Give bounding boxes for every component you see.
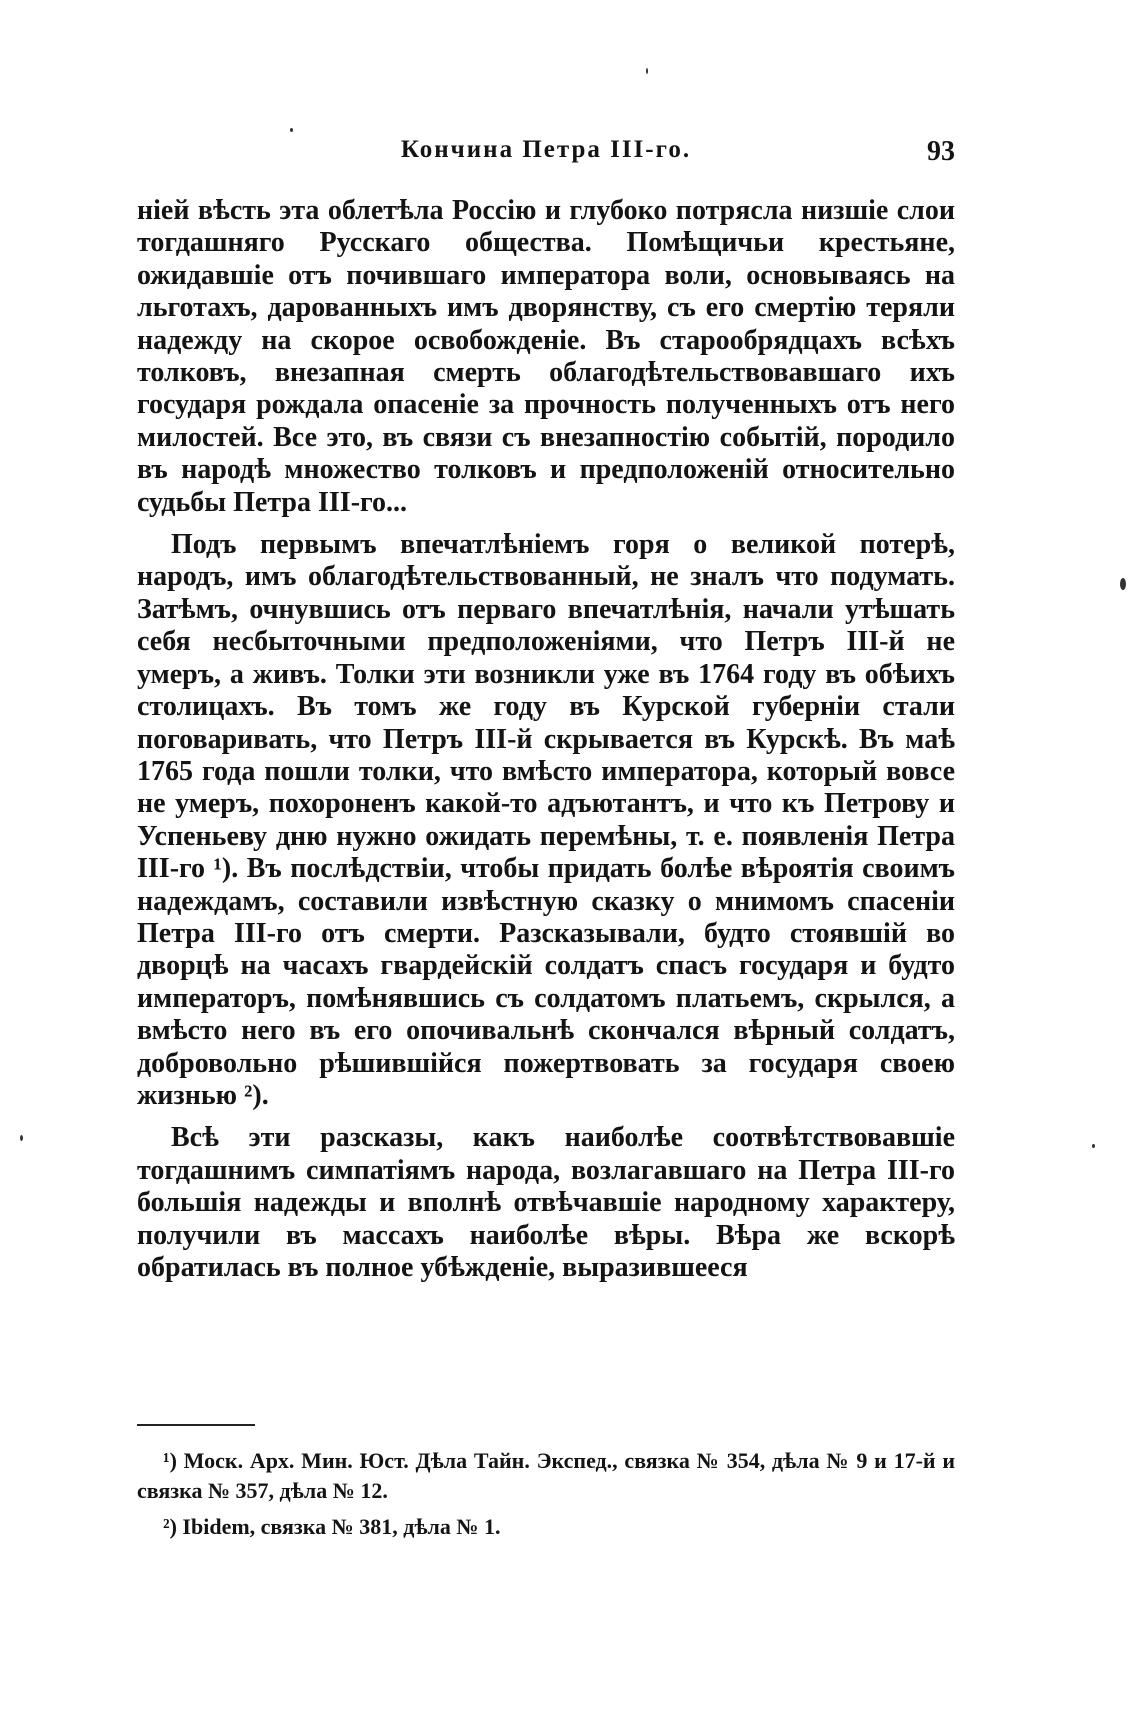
paragraph-1: ніей вѣсть эта облетѣла Россію и глубоко потрясла низшіе слои тогдашняго Русскаго общества. Помѣщичьи крестьяне, ожидавшіе отъ почившаго императора воли, основываясь на льготахъ, дарованныхъ имъ дворянству, съ его смертію теряли надежду на скорое освобожденіе. Въ старообрядцахъ всѣхъ толковъ, внезапная смерть облагодѣтельствовавшаго ихъ государя рождала опасеніе за прочность полученныхъ отъ него милостей. Все это, въ связи съ внезапностію событій, породило въ народѣ множество толковъ и предположеній относительно судьбы Петра III-го...	[137, 195, 955, 518]
footnotes	[137, 1446, 955, 1542]
footnote-divider	[137, 1424, 255, 1426]
footnote-1: ¹) Моск. Арх. Мин. Юст. Дѣла Тайн. Экспед., связка № 354, дѣла № 9 и 17-й и связка № 357, дѣла № 12.	[137, 1448, 955, 1503]
paragraph-3: Всѣ эти разсказы, какъ наиболѣе соотвѣтствовавшіе тогдашнимъ симпатіямъ народа, возлагавшаго на Петра III-го большія надежды и вполнѣ отвѣчавшіе народному характеру, получили въ массахъ наиболѣе вѣры. Вѣра же вскорѣ обратилась въ полное убѣжденіе, выразившееся	[137, 1122, 955, 1283]
scan-speck	[1120, 578, 1126, 590]
scan-speck	[646, 68, 648, 74]
running-head	[137, 136, 955, 176]
page-number: 93	[927, 136, 955, 167]
scan-speck	[1092, 1144, 1095, 1148]
body-text	[137, 195, 955, 1284]
footnote-2: ²) Ibidem, связка № 381, дѣла № 1.	[163, 1514, 501, 1539]
scan-speck	[290, 128, 293, 132]
running-title: Кончина Петра III-го.	[400, 136, 692, 163]
paragraph-2: Подъ первымъ впечатлѣніемъ горя о великой потерѣ, народъ, имъ облагодѣтельствованный, не зналъ что подумать. Затѣмъ, очнувшись отъ перваго впечатлѣнія, начали утѣшать себя несбыточными предположеніями, что Петръ III-й не умеръ, а живъ. Толки эти возникли уже въ 1764 году въ обѣихъ столицахъ. Въ томъ же году въ Курской губерніи стали поговаривать, что Петръ III-й скрывается въ Курскѣ. Въ маѣ 1765 года пошли толки, что вмѣсто императора, который вовсе не умеръ, похороненъ какой-то адъютантъ, и что къ Петрову и Успеньеву дню нужно ожидать перемѣны, т. е. появленія Петра III-го ¹). Въ послѣдствіи, чтобы придать болѣе вѣроятія своимъ надеждамъ, составили извѣстную сказку о мнимомъ спасеніи Петра III-го отъ смерти. Разсказывали, будто стоявшій во дворцѣ на часахъ гвардейскій солдатъ спасъ государя и будто императоръ, помѣнявшись съ солдатомъ платьемъ, скрылся, а вмѣсто него въ его опочивальнѣ скончался вѣрный солдатъ, добровольно рѣшившійся пожертвовать за государя своею жизнью ²).	[137, 529, 955, 1111]
scan-speck	[20, 1135, 23, 1141]
